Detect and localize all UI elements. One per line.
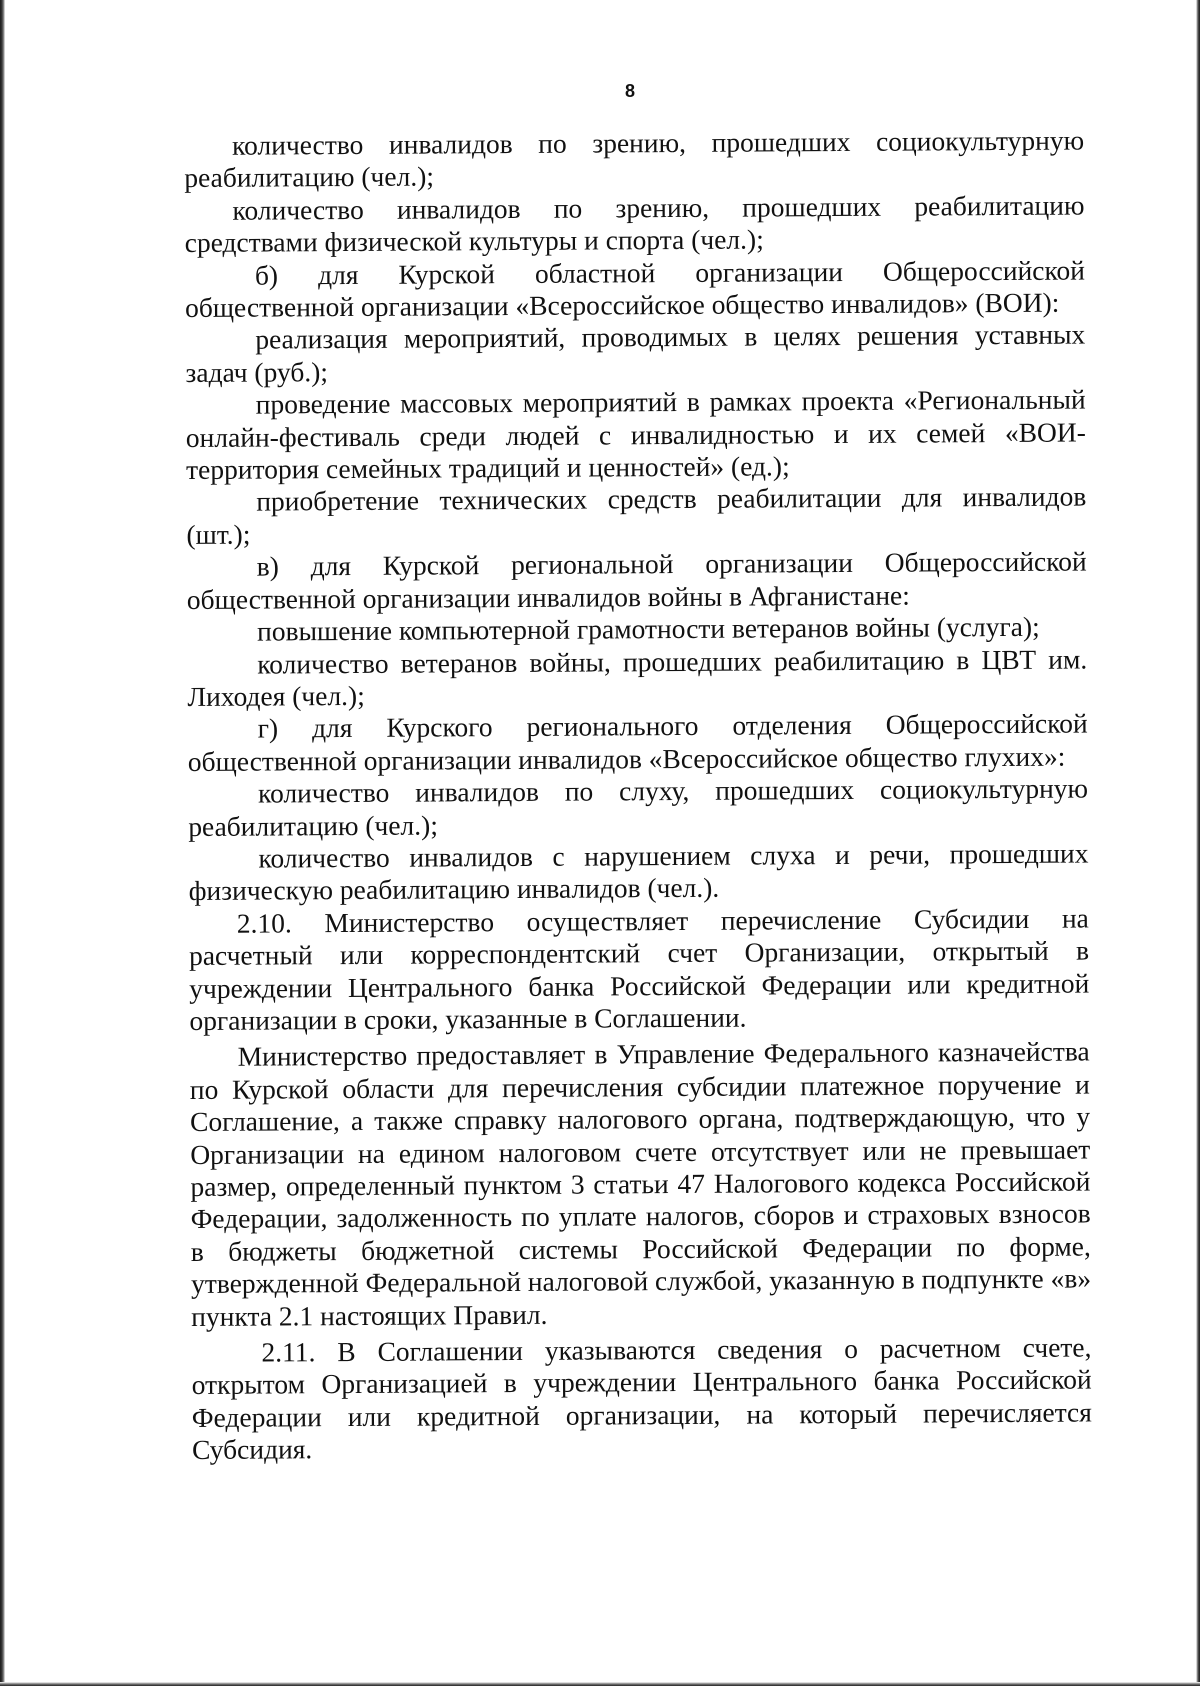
paragraph-7: в) для Курской региональной организации Общероссийской общественной организации инвалидов войны в Афганистане: <box>186 545 1087 615</box>
paragraph-11: количество инвалидов по слуху, прошедших социокультурную реабилитацию (чел.); <box>188 772 1089 842</box>
scan-edge-right <box>1196 0 1200 1686</box>
paragraph-5: проведение массовых мероприятий в рамках проекта «Региональный онлайн-фестиваль среди людей с инвалидностью и их семей «ВОИ-территория семейных традиций и ценностей» (ед.); <box>185 383 1086 486</box>
paragraph-9: количество ветеранов войны, прошедших реабилитацию в ЦВТ им. Лиходея (чел.); <box>187 642 1088 712</box>
document-body <box>184 125 1092 1467</box>
page-number: 8 <box>624 81 635 101</box>
scan-edge-left <box>0 0 5 1686</box>
paragraph-8: повышение компьютерной грамотности ветеранов войны (услуга); <box>256 610 1040 647</box>
paragraph-10: г) для Курского регионального отделения Общероссийской общественной организации инвалидов «Всероссийское общество глухих»: <box>187 707 1088 777</box>
paragraph-12: количество инвалидов с нарушением слуха и речи, прошедших физическую реабилитацию инвалидов (чел.). <box>188 837 1089 907</box>
paragraph-1: количество инвалидов по зрению, прошедших социокультурную реабилитацию (чел.); <box>184 124 1085 194</box>
paragraph-15: 2.11. В Соглашении указываются сведения о расчетном счете, открытом Организацией в учреждении Центрального банка Российской Федерации или кредитной организации, на который перечисляется Субсидия. <box>191 1331 1092 1466</box>
paragraph-3: б) для Курской областной организации Общероссийской общественной организации «Всероссийское общество инвалидов» (ВОИ): <box>184 254 1085 324</box>
paragraph-13: 2.10. Министерство осуществляет перечисление Субсидии на расчетный или корреспондентский счет Организации, открытый в учреждении Центрального банка Российской Федерации или кредитной организации в сроки, указанные в Соглашении. <box>188 902 1090 1036</box>
paragraph-2: количество инвалидов по зрению, прошедших реабилитацию средствами физической культуры и спорта (чел.); <box>184 189 1085 259</box>
paragraph-6: приобретение технических средств реабилитации для инвалидов (шт.); <box>186 480 1087 550</box>
scan-edge-bottom <box>0 1682 1200 1686</box>
paragraph-4: реализация мероприятий, проводимых в целях решения уставных задач (руб.); <box>185 318 1086 388</box>
paragraph-14: Министерство предоставляет в Управление Федерального казначейства по Курской области для перечисления субсидии платежное поручение и Соглашение, а также справку налогового органа, подтверждающую, что у Организации на едином налоговом счете отсутствует или не превышает размер, определенный пунктом 3 статьи 47 Налогового кодекса Российской Федерации, задолженность по уплате налогов, сборов и страховых взносов в бюджеты бюджетной системы Российской Федерации по форме, утвержденной Федеральной налоговой службой, указанную в подпункте «в» пункта 2.1 настоящих Правил. <box>189 1035 1092 1332</box>
